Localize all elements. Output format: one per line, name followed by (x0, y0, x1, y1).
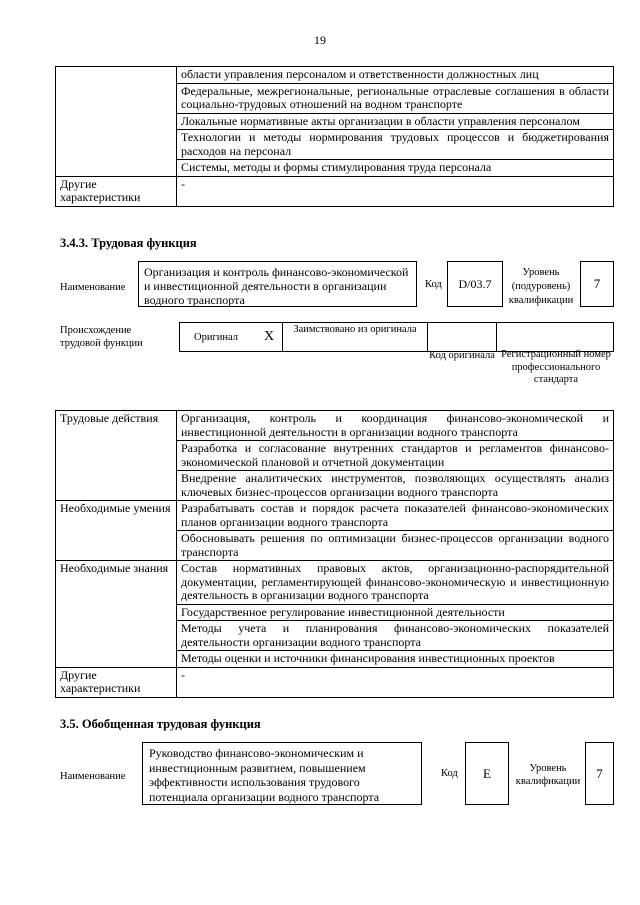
function-name-box: Организация и контроль финансово-экономической и инвестиционной деятельности в организации водного транспорта (138, 261, 417, 307)
page-number: 19 (314, 33, 326, 47)
group-label: Необходимые умения (56, 501, 177, 561)
level-label-35: Уровень квалификации (515, 763, 581, 787)
original-mark: X (264, 329, 275, 344)
table-row (56, 667, 614, 697)
table-row (56, 501, 614, 531)
table-cell: Обосновывать решения по оптимизации бизнес-процессов организации водного транспорта (177, 531, 614, 561)
table-row (56, 67, 614, 84)
table-cell: Системы, методы и формы стимулирования труда персонала (177, 160, 614, 177)
code-original-label: Код оригинала (429, 350, 495, 361)
generalized-function-name-box: Руководство финансово-экономическим и инвестиционным развитием, повышением эффективности использования трудового потенциала организации водного транспорта (142, 742, 422, 805)
table-row (56, 411, 614, 441)
table-cell: Разрабатывать состав и порядок расчета показателей финансово-экономических планов организации водного транспорта (177, 501, 614, 531)
table-cell: Разработка и согласование внутренних стандартов и регламентов финансово-экономической плановой и отчетной документации (177, 441, 614, 471)
table-cell-empty (56, 67, 177, 177)
code-box: D/03.7 (447, 261, 503, 307)
table-cell: Технологии и методы нормирования трудовых процессов и бюджетирования расходов на персонал (177, 130, 614, 160)
code-original-box (427, 322, 497, 352)
table-row (56, 561, 614, 605)
table-cell: Внедрение аналитических инструментов, позволяющих осуществлять анализ ключевых бизнес-процессов организации водного транспорта (177, 471, 614, 501)
level-label: Уровень (подуровень) квалификации (508, 267, 574, 306)
code-label-35: Код (441, 768, 458, 779)
reg-number-box (496, 322, 614, 352)
group-label: Необходимые знания (56, 561, 177, 668)
labor-actions-table (55, 410, 614, 698)
table-cell: Организация, контроль и координация финансово-экономической и инвестиционной деятельности в организации водного транспорта (177, 411, 614, 441)
section-heading: 3.4.3. Трудовая функция (60, 236, 197, 250)
table-cell: Методы учета и планирования финансово-экономических показателей деятельности организации водного транспорта (177, 621, 614, 651)
origin-label: Происхождение трудовой функции (60, 325, 143, 349)
table-cell: области управления персоналом и ответственности должностных лиц (177, 67, 614, 84)
code-label: Код (425, 279, 442, 290)
table-cell: Локальные нормативные акты организации в области управления персоналом (177, 113, 614, 130)
reg-number-label: Регистрационный номер профессионального стандарта (501, 349, 611, 385)
other-characteristics-label: Другие характеристики (56, 667, 177, 697)
level-box-35: 7 (585, 742, 614, 805)
table-cell: Федеральные, межрегиональные, региональные отраслевые соглашения в области социально-трудовых отношений на водном транспорте (177, 83, 614, 113)
name-label: Наименование (60, 282, 126, 293)
code-box-35: E (465, 742, 509, 805)
section-heading-35: 3.5. Обобщенная трудовая функция (60, 717, 261, 731)
other-characteristics-value: - (177, 667, 614, 697)
borrowed-cell: Заимствовано из оригинала (282, 322, 428, 352)
table-row (56, 176, 614, 206)
table-cell: Методы оценки и источники финансирования инвестиционных проектов (177, 651, 614, 668)
original-cell (179, 322, 283, 352)
original-label: Оригинал (194, 331, 238, 343)
other-characteristics-value: - (177, 176, 614, 206)
level-box: 7 (580, 261, 614, 307)
name-label-35: Наименование (60, 771, 126, 782)
knowledge-table-continuation (55, 66, 614, 207)
table-cell: Государственное регулирование инвестиционной деятельности (177, 604, 614, 621)
table-cell: Состав нормативных правовых актов, организационно-распорядительной документации, регламентирующей финансово-экономическую и инвестиционную деятельность в организации водного транспорта (177, 561, 614, 605)
other-characteristics-label: Другие характеристики (56, 176, 177, 206)
group-label: Трудовые действия (56, 411, 177, 501)
